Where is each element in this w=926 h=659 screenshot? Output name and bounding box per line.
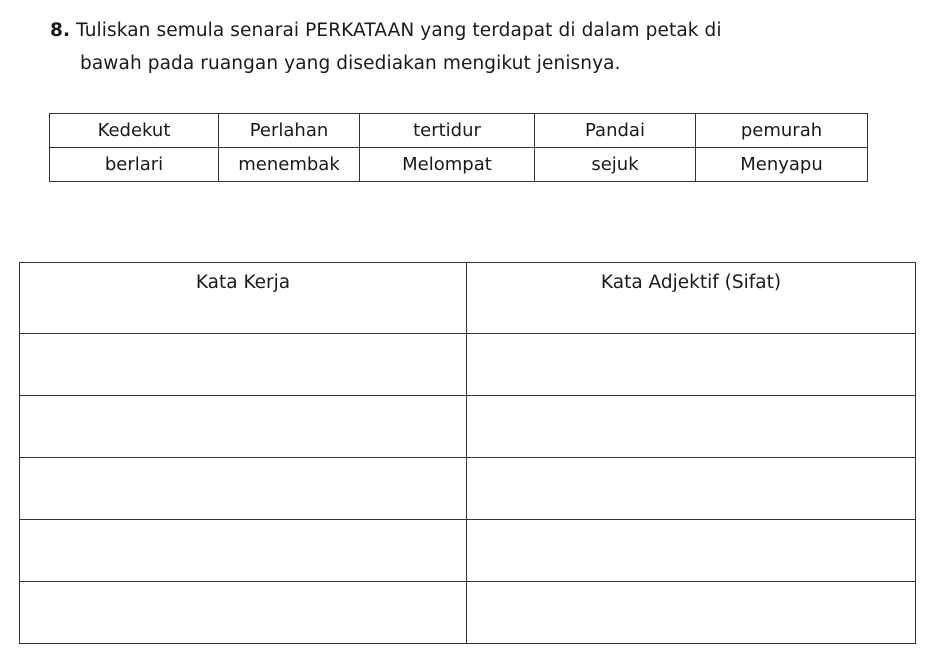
word-cell: pemurah [696, 114, 868, 148]
question-text-2: bawah pada ruangan yang disediakan mengikut jenisnya. [80, 53, 621, 74]
answer-cell-adjektif[interactable] [467, 582, 916, 644]
answer-cell-adjektif[interactable] [467, 520, 916, 582]
answer-header-row [20, 263, 916, 334]
answer-row [20, 582, 916, 644]
answer-cell-adjektif[interactable] [467, 334, 916, 396]
word-cell: Kedekut [50, 114, 219, 148]
answer-cell-kerja[interactable] [20, 582, 467, 644]
answer-cell-kerja[interactable] [20, 520, 467, 582]
answer-cell-adjektif[interactable] [467, 396, 916, 458]
header-kata-adjektif: Kata Adjektif (Sifat) [467, 263, 916, 334]
question [50, 14, 910, 80]
word-cell: tertidur [360, 114, 535, 148]
word-box [49, 113, 868, 182]
word-cell: berlari [50, 148, 219, 182]
word-row [50, 148, 868, 182]
answer-cell-kerja[interactable] [20, 458, 467, 520]
question-line-1 [50, 14, 910, 47]
word-cell: Perlahan [219, 114, 360, 148]
word-cell: menembak [219, 148, 360, 182]
answer-cell-adjektif[interactable] [467, 458, 916, 520]
answer-cell-kerja[interactable] [20, 396, 467, 458]
question-number: 8. [50, 20, 71, 41]
word-cell: Pandai [535, 114, 696, 148]
answer-row [20, 458, 916, 520]
word-cell: sejuk [535, 148, 696, 182]
question-line-2 [50, 47, 910, 80]
answer-table [19, 262, 916, 644]
question-text-1: Tuliskan semula senarai PERKATAAN yang terdapat di dalam petak di [76, 20, 722, 41]
word-cell: Menyapu [696, 148, 868, 182]
word-row [50, 114, 868, 148]
word-cell: Melompat [360, 148, 535, 182]
answer-row [20, 334, 916, 396]
answer-cell-kerja[interactable] [20, 334, 467, 396]
answer-row [20, 396, 916, 458]
answer-row [20, 520, 916, 582]
header-kata-kerja: Kata Kerja [20, 263, 467, 334]
